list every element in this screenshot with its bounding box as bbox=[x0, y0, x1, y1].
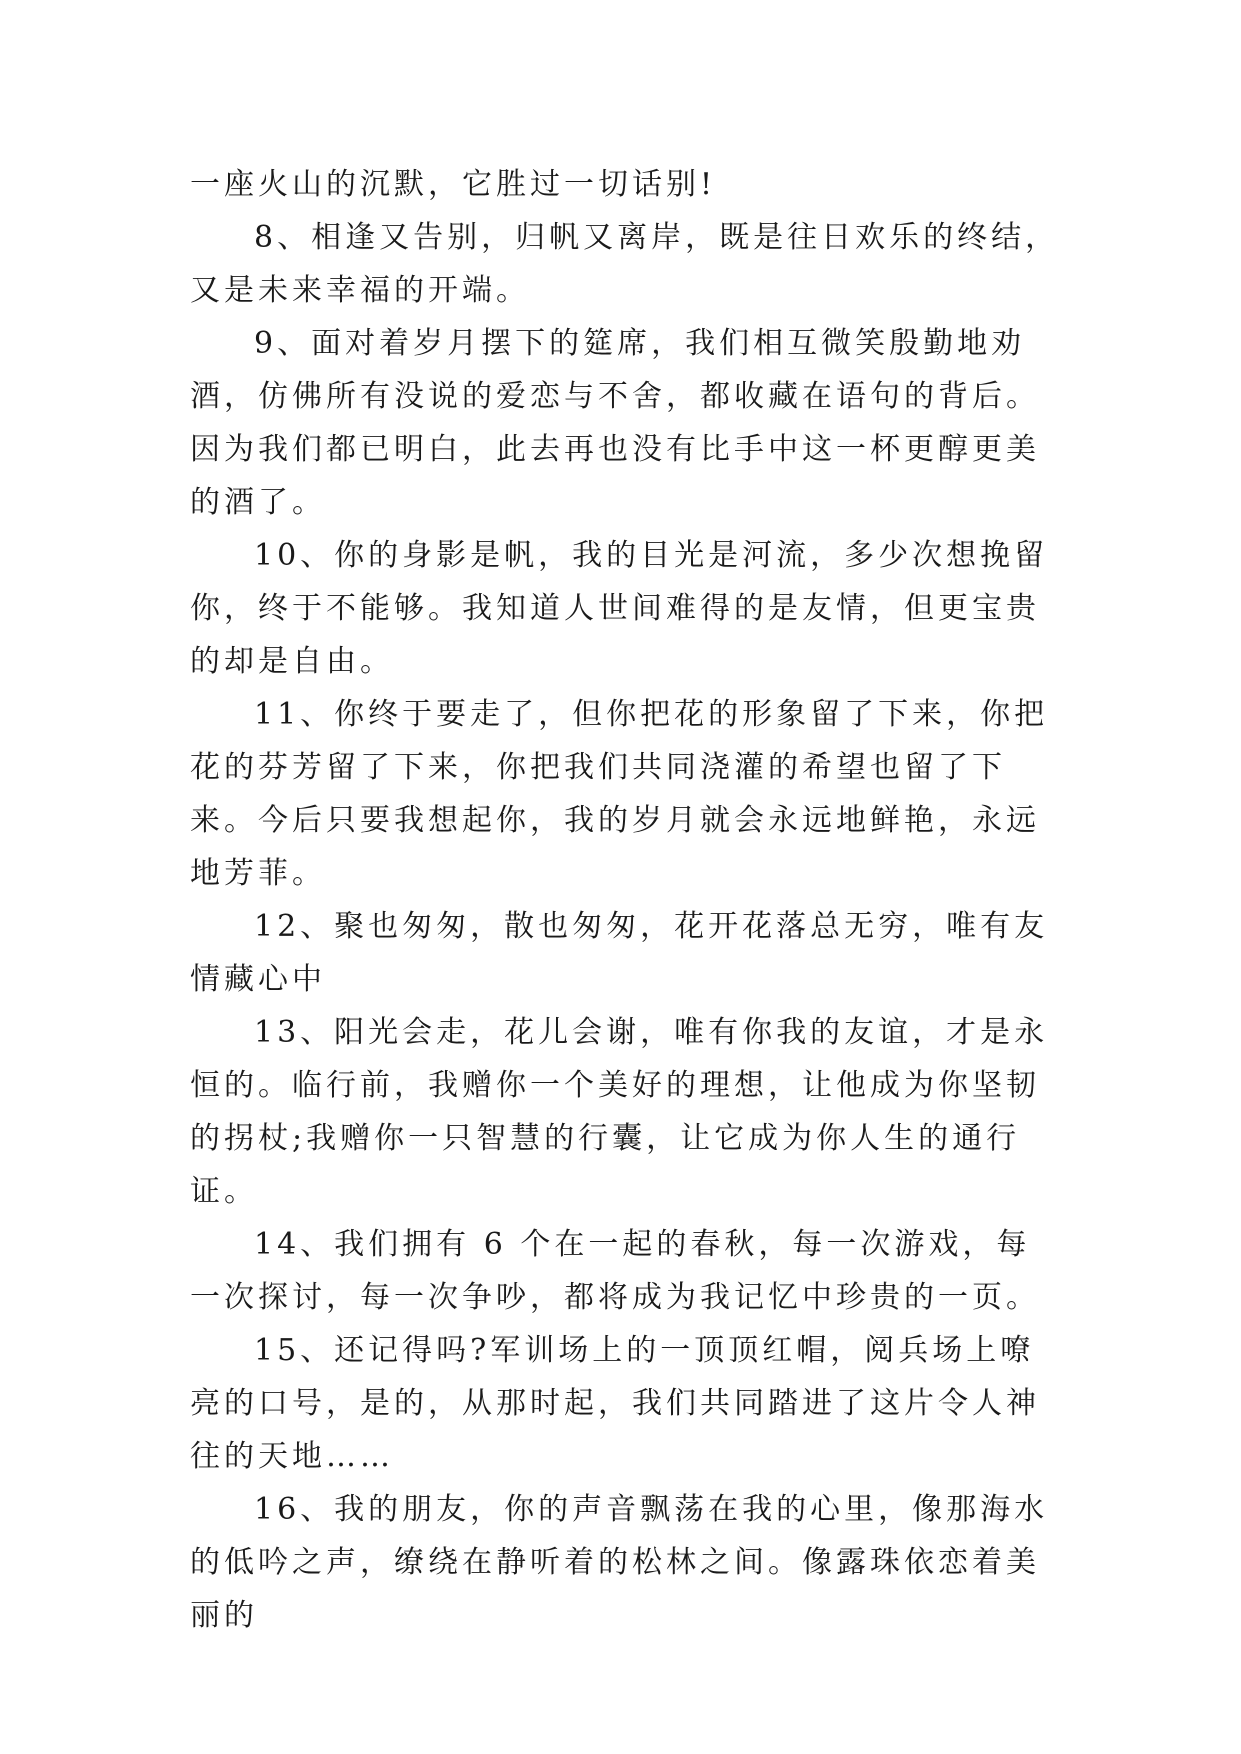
paragraph-item-8: 8、相逢又告别，归帆又离岸，既是往日欢乐的终结，又是未来幸福的开端。 bbox=[190, 220, 1060, 308]
paragraph-item-14: 14、我们拥有 6 个在一起的春秋，每一次游戏，每一次探讨，每一次争吵，都将成为我记忆中珍贵的一页。 bbox=[190, 1227, 1040, 1315]
document-body bbox=[190, 158, 1060, 1642]
paragraph-item-9: 9、面对着岁月摆下的筵席，我们相互微笑殷勤地劝酒，仿佛所有没说的爱恋与不舍，都收藏在语句的背后。因为我们都已明白，此去再也没有比手中这一杯更醇更美的酒了。 bbox=[190, 326, 1040, 520]
paragraph-item-13: 13、阳光会走，花儿会谢，唯有你我的友谊，才是永恒的。临行前，我赠你一个美好的理想，让他成为你坚韧的拐杖;我赠你一只智慧的行囊，让它成为你人生的通行证。 bbox=[190, 1015, 1049, 1209]
paragraph-item-15: 15、还记得吗?军训场上的一顶顶红帽，阅兵场上嘹亮的口号，是的，从那时起，我们共同踏进了这片令人神往的天地…… bbox=[190, 1333, 1040, 1474]
paragraph-continuation: 一座火山的沉默，它胜过一切话别! bbox=[190, 167, 717, 202]
paragraph-item-10: 10、你的身影是帆，我的目光是河流，多少次想挽留你，终于不能够。我知道人世间难得的是友情，但更宝贵的却是自由。 bbox=[190, 538, 1049, 679]
paragraph-item-12: 12、聚也匆匆，散也匆匆，花开花落总无穷，唯有友情藏心中 bbox=[190, 909, 1049, 997]
paragraph-item-11: 11、你终于要走了，但你把花的形象留了下来，你把花的芬芳留了下来，你把我们共同浇灌的希望也留了下来。今后只要我想起你，我的岁月就会永远地鲜艳，永远地芳菲。 bbox=[190, 697, 1049, 891]
paragraph-item-16: 16、我的朋友，你的声音飘荡在我的心里，像那海水的低吟之声，缭绕在静听着的松林之间。像露珠依恋着美丽的 bbox=[190, 1492, 1049, 1633]
